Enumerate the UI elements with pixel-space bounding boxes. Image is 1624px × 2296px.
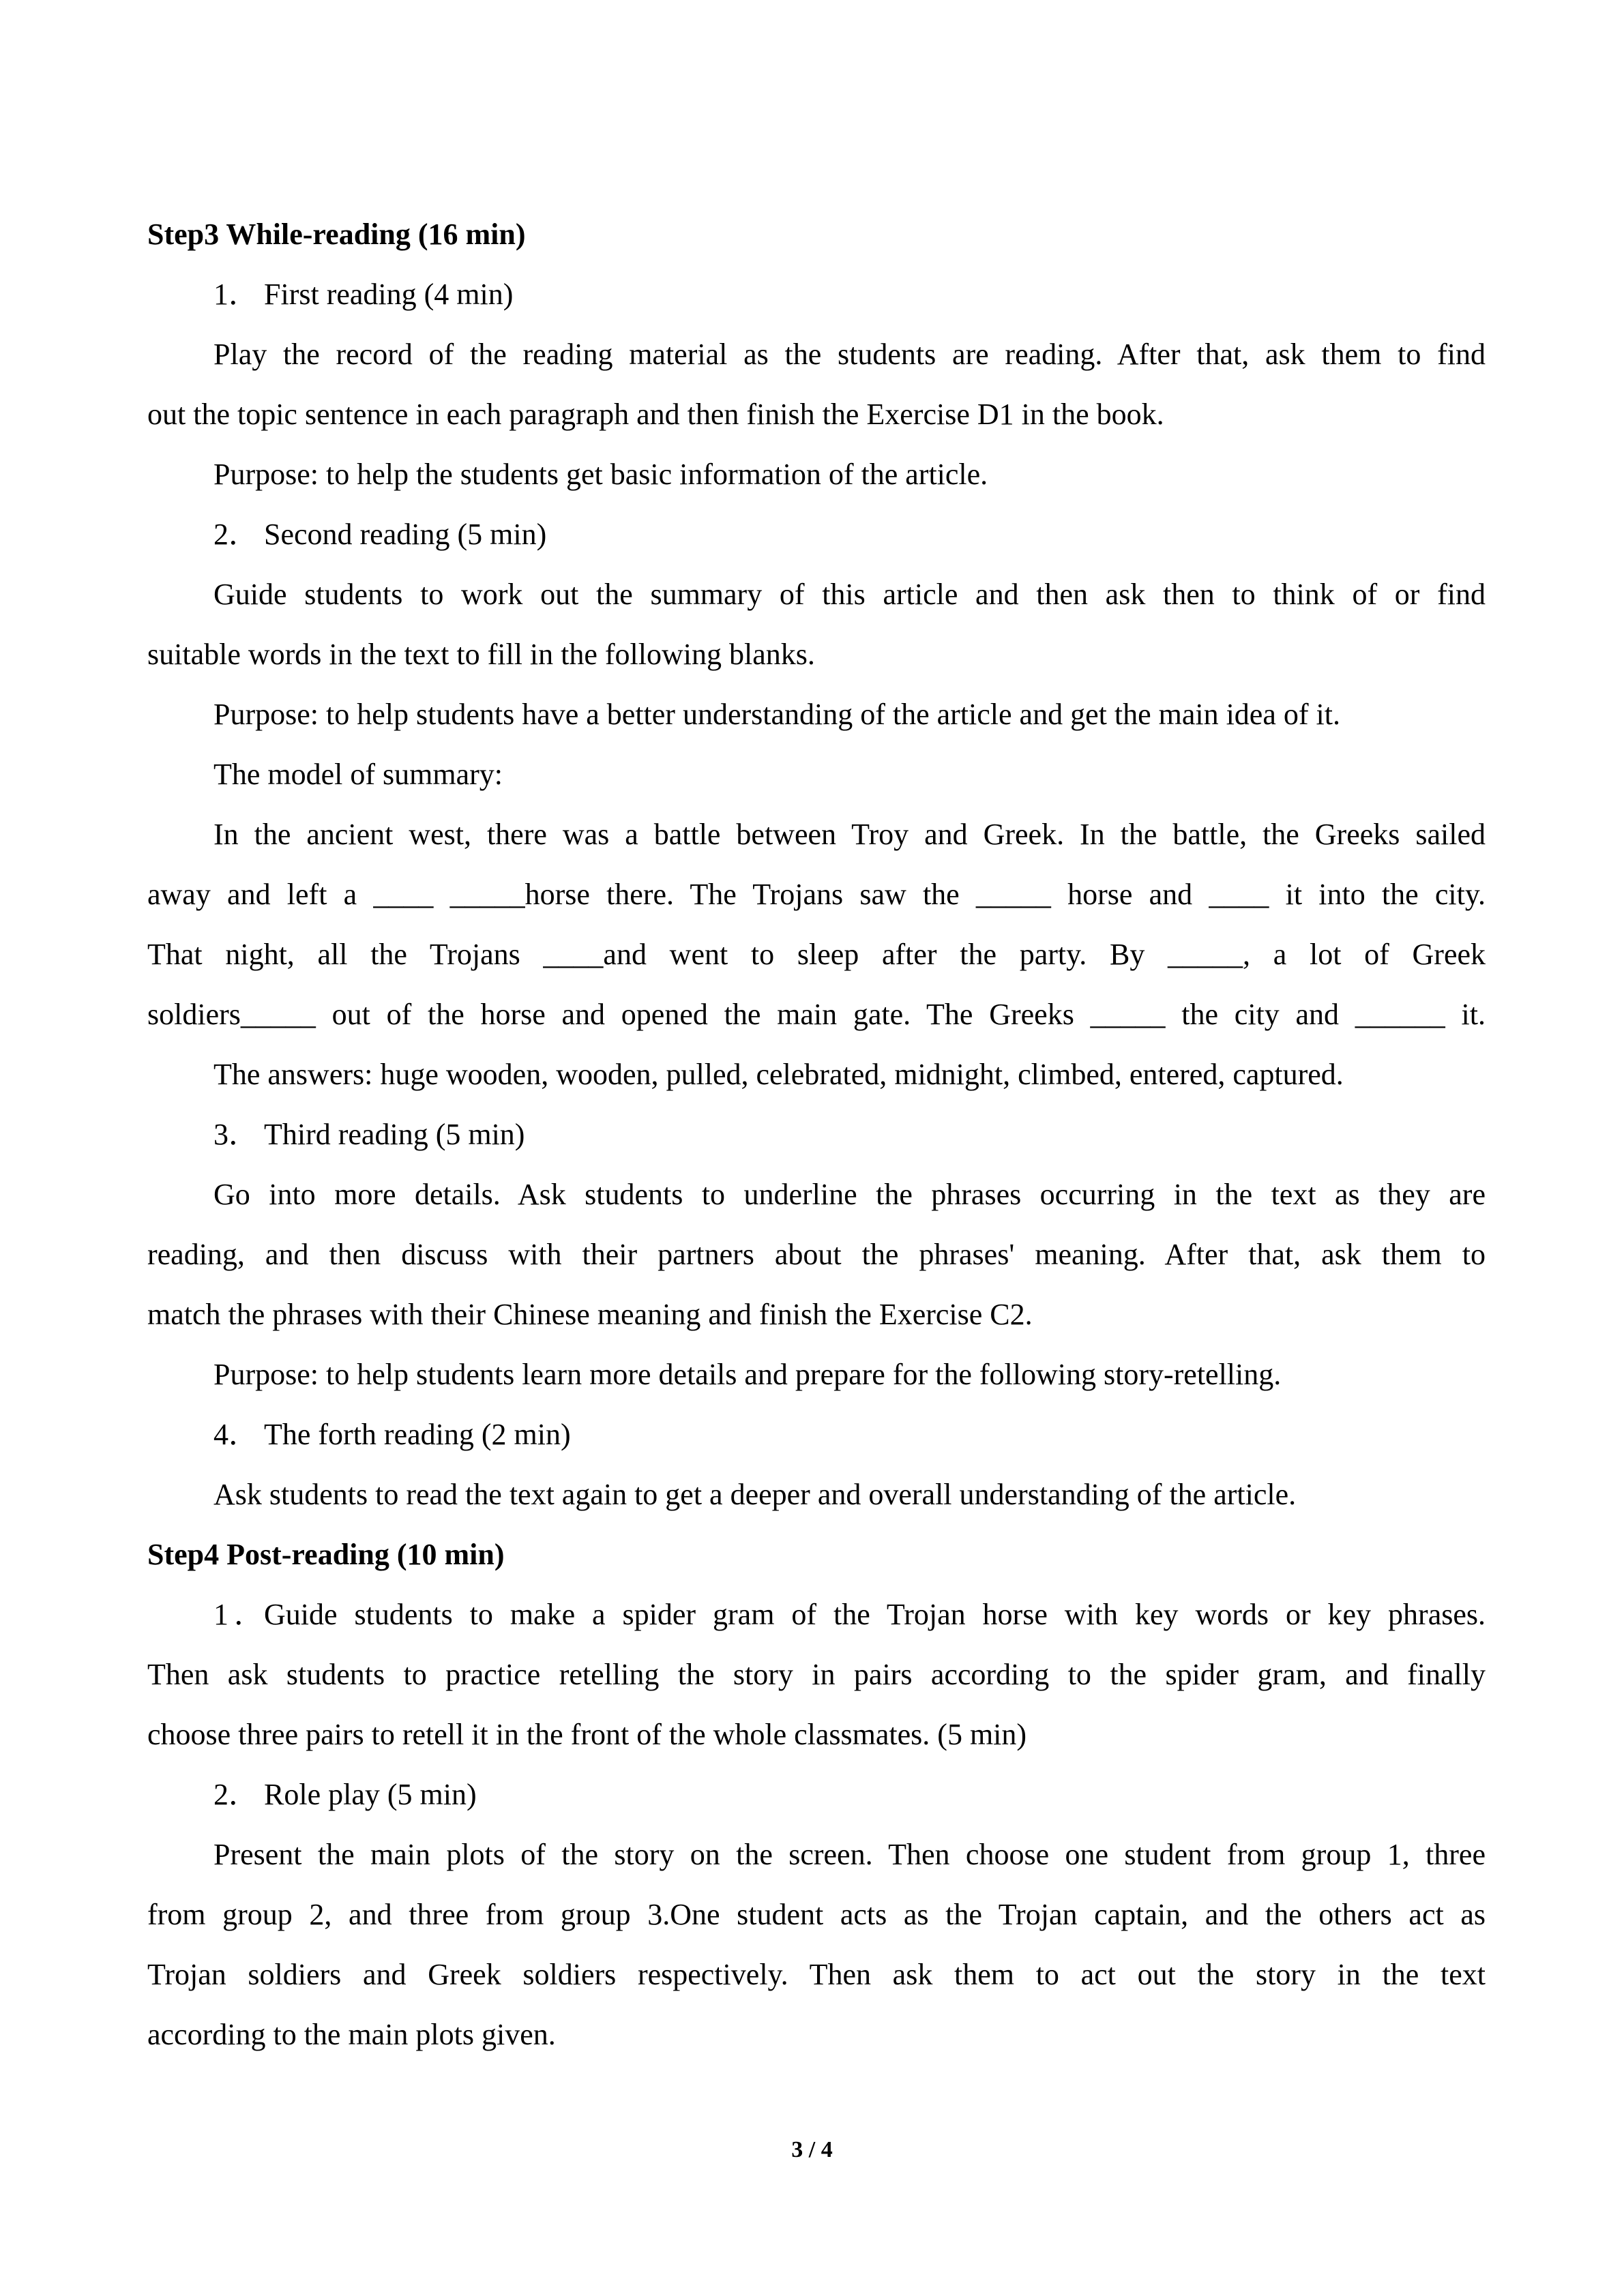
list-number: 4． [213, 1418, 259, 1451]
summary-line: In the ancient west, there was a battle between Troy and Greek. In the battle, the Greeks sailed [213, 818, 1486, 851]
paragraph-line: Then ask students to practice retelling the story in pairs according to the spider gram, and finally [147, 1658, 1486, 1691]
list-number: 3． [213, 1118, 259, 1151]
fourth-reading-title [147, 1405, 1486, 1465]
paragraph-line: Ask students to read the text again to get a deeper and overall understanding of the article. [213, 1478, 1297, 1511]
first-reading-title [147, 265, 1486, 325]
page-number: 3 / 4 [791, 2137, 833, 2162]
answers-line: The answers: huge wooden, wooden, pulled, celebrated, midnight, climbed, entered, captured. [213, 1058, 1344, 1091]
summary-line: soldiers_____ out of the horse and opened the main gate. The Greeks _____ the city and ______ it. [147, 998, 1486, 1031]
paragraph-line: choose three pairs to retell it in the front of the whole classmates. (5 min) [147, 1718, 1027, 1751]
purpose-line: Purpose: to help the students get basic information of the article. [213, 458, 988, 491]
item-title: Third reading (5 min) [264, 1118, 525, 1151]
list-number: 2． [213, 1778, 259, 1811]
second-reading-title [147, 505, 1486, 565]
paragraph-line: from group 2, and three from group 3.One student acts as the Trojan captain, and the others act as [147, 1898, 1486, 1931]
paragraph-text: Guide students to make a spider gram of the Trojan horse with key words or key phrases. [264, 1598, 1486, 1631]
paragraph-line: Go into more details. Ask students to underline the phrases occurring in the text as they are [213, 1178, 1486, 1211]
list-number: 2． [213, 518, 259, 551]
summary-line: away and left a ____ _____horse there. The Trojans saw the _____ horse and ____ it into the city. [147, 878, 1486, 911]
paragraph-line: match the phrases with their Chinese meaning and finish the Exercise C2. [147, 1298, 1033, 1331]
summary-line: That night, all the Trojans ____and went to sleep after the party. By _____, a lot of Greek [147, 938, 1486, 971]
item-title: The forth reading (2 min) [264, 1418, 571, 1451]
paragraph-line: Present the main plots of the story on the screen. Then choose one student from group 1, three [213, 1838, 1486, 1871]
step3-heading: Step3 While-reading (16 min) [147, 218, 526, 251]
item-title: Second reading (5 min) [264, 518, 547, 551]
list-number: 1． [213, 1598, 264, 1631]
model-label: The model of summary: [213, 758, 503, 791]
third-reading-title [147, 1105, 1486, 1165]
role-play-title [147, 1765, 1486, 1825]
purpose-line: Purpose: to help students learn more details and prepare for the following story-retelling. [213, 1358, 1282, 1391]
paragraph-line: Play the record of the reading material as the students are reading. After that, ask them to find [213, 338, 1486, 371]
paragraph-line: reading, and then discuss with their partners about the phrases' meaning. After that, ask them to [147, 1238, 1486, 1271]
step4-heading: Step4 Post-reading (10 min) [147, 1538, 505, 1571]
paragraph-line: out the topic sentence in each paragraph and then finish the Exercise D1 in the book. [147, 398, 1164, 431]
post-reading-item-1 [147, 1585, 1486, 1645]
list-number: 1． [213, 278, 259, 311]
purpose-line: Purpose: to help students have a better understanding of the article and get the main idea of it. [213, 698, 1340, 731]
item-title: First reading (4 min) [264, 278, 514, 311]
item-title: Role play (5 min) [264, 1778, 477, 1811]
document-page [147, 205, 1486, 2065]
paragraph-line: suitable words in the text to fill in the following blanks. [147, 638, 815, 671]
paragraph-line: Guide students to work out the summary of this article and then ask then to think of or find [213, 578, 1486, 611]
paragraph-line: Trojan soldiers and Greek soldiers respectively. Then ask them to act out the story in the text [147, 1958, 1486, 1991]
paragraph-line: according to the main plots given. [147, 2018, 556, 2051]
